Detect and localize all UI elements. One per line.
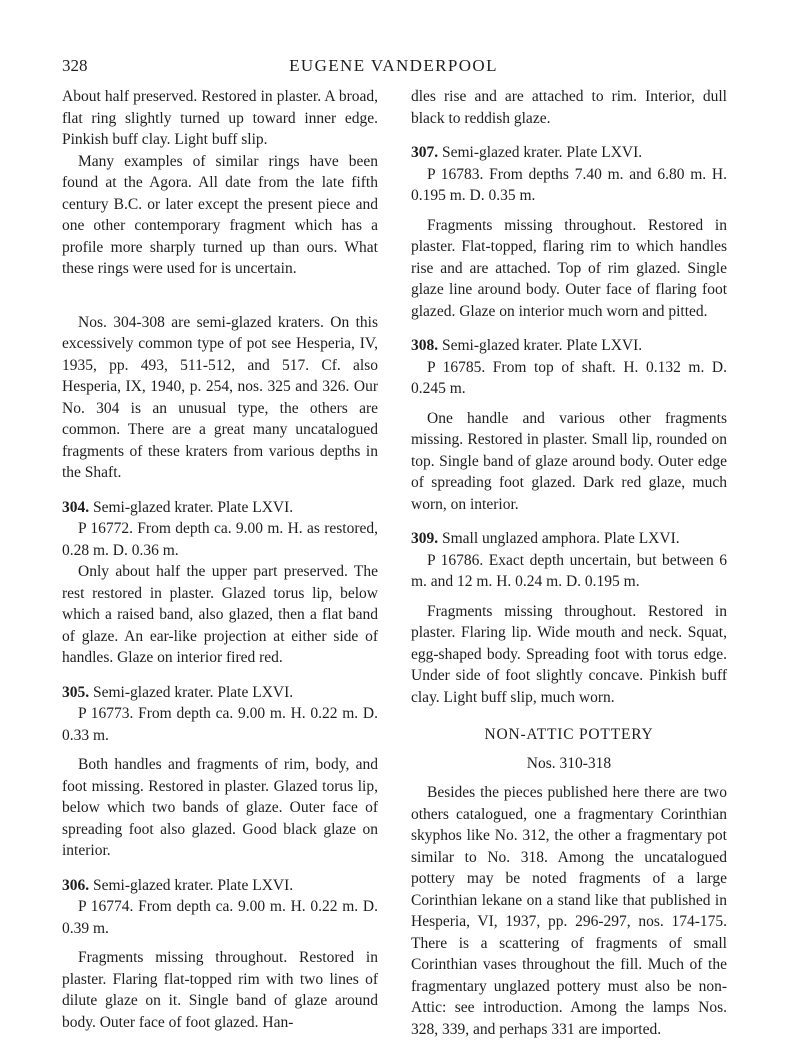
entry-308-description: One handle and various other fragments missing. Restored in plaster. Small lip, rounded on top. Single band of glaze around body. Outer edge of spreading foot glazed. Dark red glaze, much worn, on interior. bbox=[411, 409, 727, 513]
section-title: NON-ATTIC POTTERY bbox=[484, 726, 654, 743]
paragraph: About half preserved. Restored in plaster. A broad, flat ring slightly turned up toward inner edge. Pinkish buff clay. Light buff slip. bbox=[62, 88, 378, 148]
entry-306-continuation: dles rise and are attached to rim. Interior, dull black to reddish glaze. bbox=[411, 88, 727, 127]
entry-309-inventory: P 16786. Exact depth uncertain, but between 6 m. and 12 m. H. 0.24 m. D. 0.195 m. bbox=[411, 551, 727, 590]
entry-number: 304. bbox=[62, 498, 90, 516]
entry-306-inventory: P 16774. From depth ca. 9.00 m. H. 0.22 m. D. 0.39 m. bbox=[62, 898, 378, 937]
entry-309-description: Fragments missing throughout. Restored in plaster. Flaring lip. Wide mouth and neck. Squat, egg-shaped body. Spreading foot with torus edge. Under side of foot slightly concave. Pinkish buff clay. Light buff slip, much worn. bbox=[411, 602, 727, 706]
entry-title: Small unglazed amphora. Plate LXVI. bbox=[442, 530, 680, 547]
entry-title: Semi-glazed krater. Plate LXVI. bbox=[93, 876, 294, 894]
entry-305-heading bbox=[62, 682, 378, 704]
entry-304-description: Only about half the upper part preserved. The rest restored in plaster. Glazed torus lip, below which a raised band, also glazed, then a flat band of glaze. An ear-like projection at either side of handles. Glaze on interior fired red. bbox=[62, 563, 378, 666]
entry-304-inventory: P 16772. From depth ca. 9.00 m. H. as restored, 0.28 m. D. 0.36 m. bbox=[62, 520, 378, 559]
entry-number: 309. bbox=[411, 530, 439, 547]
entry-308-heading bbox=[411, 335, 727, 357]
section-paragraph: Besides the pieces published here there are two others catalogued, one a fragmentary Corinthian skyphos like No. 312, the other a fragmentary pot similar to No. 318. Among the uncatalogued pottery may be noted fragments of a large Corinthian lekane on a stand like that published in Hesperia, VI, 1937, pp. 296-297, nos. 174-175. There is a scattering of fragments of small Corinthian vases throughout the fill. Much of the fragmentary unglazed pottery must also be non-Attic: see introduction. Among the lamps Nos. 328, 339, and perhaps 331 are imported. bbox=[411, 784, 727, 1038]
entry-number: 308. bbox=[411, 337, 439, 354]
entry-308-inventory: P 16785. From top of shaft. H. 0.132 m. D. 0.245 m. bbox=[411, 358, 727, 397]
entry-305-description: Both handles and fragments of rim, body, and foot missing. Restored in plaster. Glazed torus lip, below which two bands of glaze. Outer face of spreading foot also glazed. Good black glaze on interior. bbox=[62, 756, 378, 859]
entry-number: 305. bbox=[62, 683, 90, 701]
right-column bbox=[411, 86, 727, 1040]
entry-309-heading bbox=[411, 528, 727, 550]
kraters-intro: Nos. 304-308 are semi-glazed kraters. On this excessively common type of pot see Hesperia, IV, 1935, pp. 493, 511-512, and 517. Cf. also Hesperia, IX, 1940, p. 254, nos. 325 and 326. Our No. 304 is an unusual type, the others are common. There are a great many uncatalogued fragments of these kraters from various depths in the Shaft. bbox=[62, 313, 378, 481]
running-head: EUGENE VANDERPOOL bbox=[289, 56, 498, 75]
paragraph: Many examples of similar rings have been found at the Agora. All date from the late fifth century B.C. or later except the present piece and one other contemporary fragment which has a profile more sharply turned up than ours. What these rings were used for is uncertain. bbox=[62, 152, 378, 277]
section-subtitle: Nos. 310-318 bbox=[526, 754, 612, 772]
entry-number: 307. bbox=[411, 144, 439, 161]
entry-307-heading bbox=[411, 142, 727, 164]
entry-307-description: Fragments missing throughout. Restored in plaster. Flat-topped, flaring rim to which handles rise and are attached. Top of rim glazed. Single glaze line around body. Outer face of flaring foot glazed. Glaze on interior much worn and pitted. bbox=[411, 216, 727, 320]
entry-title: Semi-glazed krater. Plate LXVI. bbox=[442, 337, 643, 354]
entry-306-heading bbox=[62, 875, 378, 897]
entry-number: 306. bbox=[62, 876, 90, 894]
entry-305-inventory: P 16773. From depth ca. 9.00 m. H. 0.22 m. D. 0.33 m. bbox=[62, 705, 378, 744]
page-number: 328 bbox=[62, 56, 88, 75]
entry-307-inventory: P 16783. From depths 7.40 m. and 6.80 m. H. 0.195 m. D. 0.35 m. bbox=[411, 165, 727, 204]
entry-306-description: Fragments missing throughout. Restored in plaster. Flaring flat-topped rim with two lines of dilute glaze on it. Single band of glaze around body. Outer face of foot glazed. Han- bbox=[62, 949, 378, 1031]
entry-title: Semi-glazed krater. Plate LXVI. bbox=[93, 683, 294, 701]
entry-title: Semi-glazed krater. Plate LXVI. bbox=[93, 498, 294, 516]
entry-title: Semi-glazed krater. Plate LXVI. bbox=[442, 144, 643, 161]
entry-304-heading bbox=[62, 497, 378, 519]
left-column bbox=[62, 86, 378, 1033]
